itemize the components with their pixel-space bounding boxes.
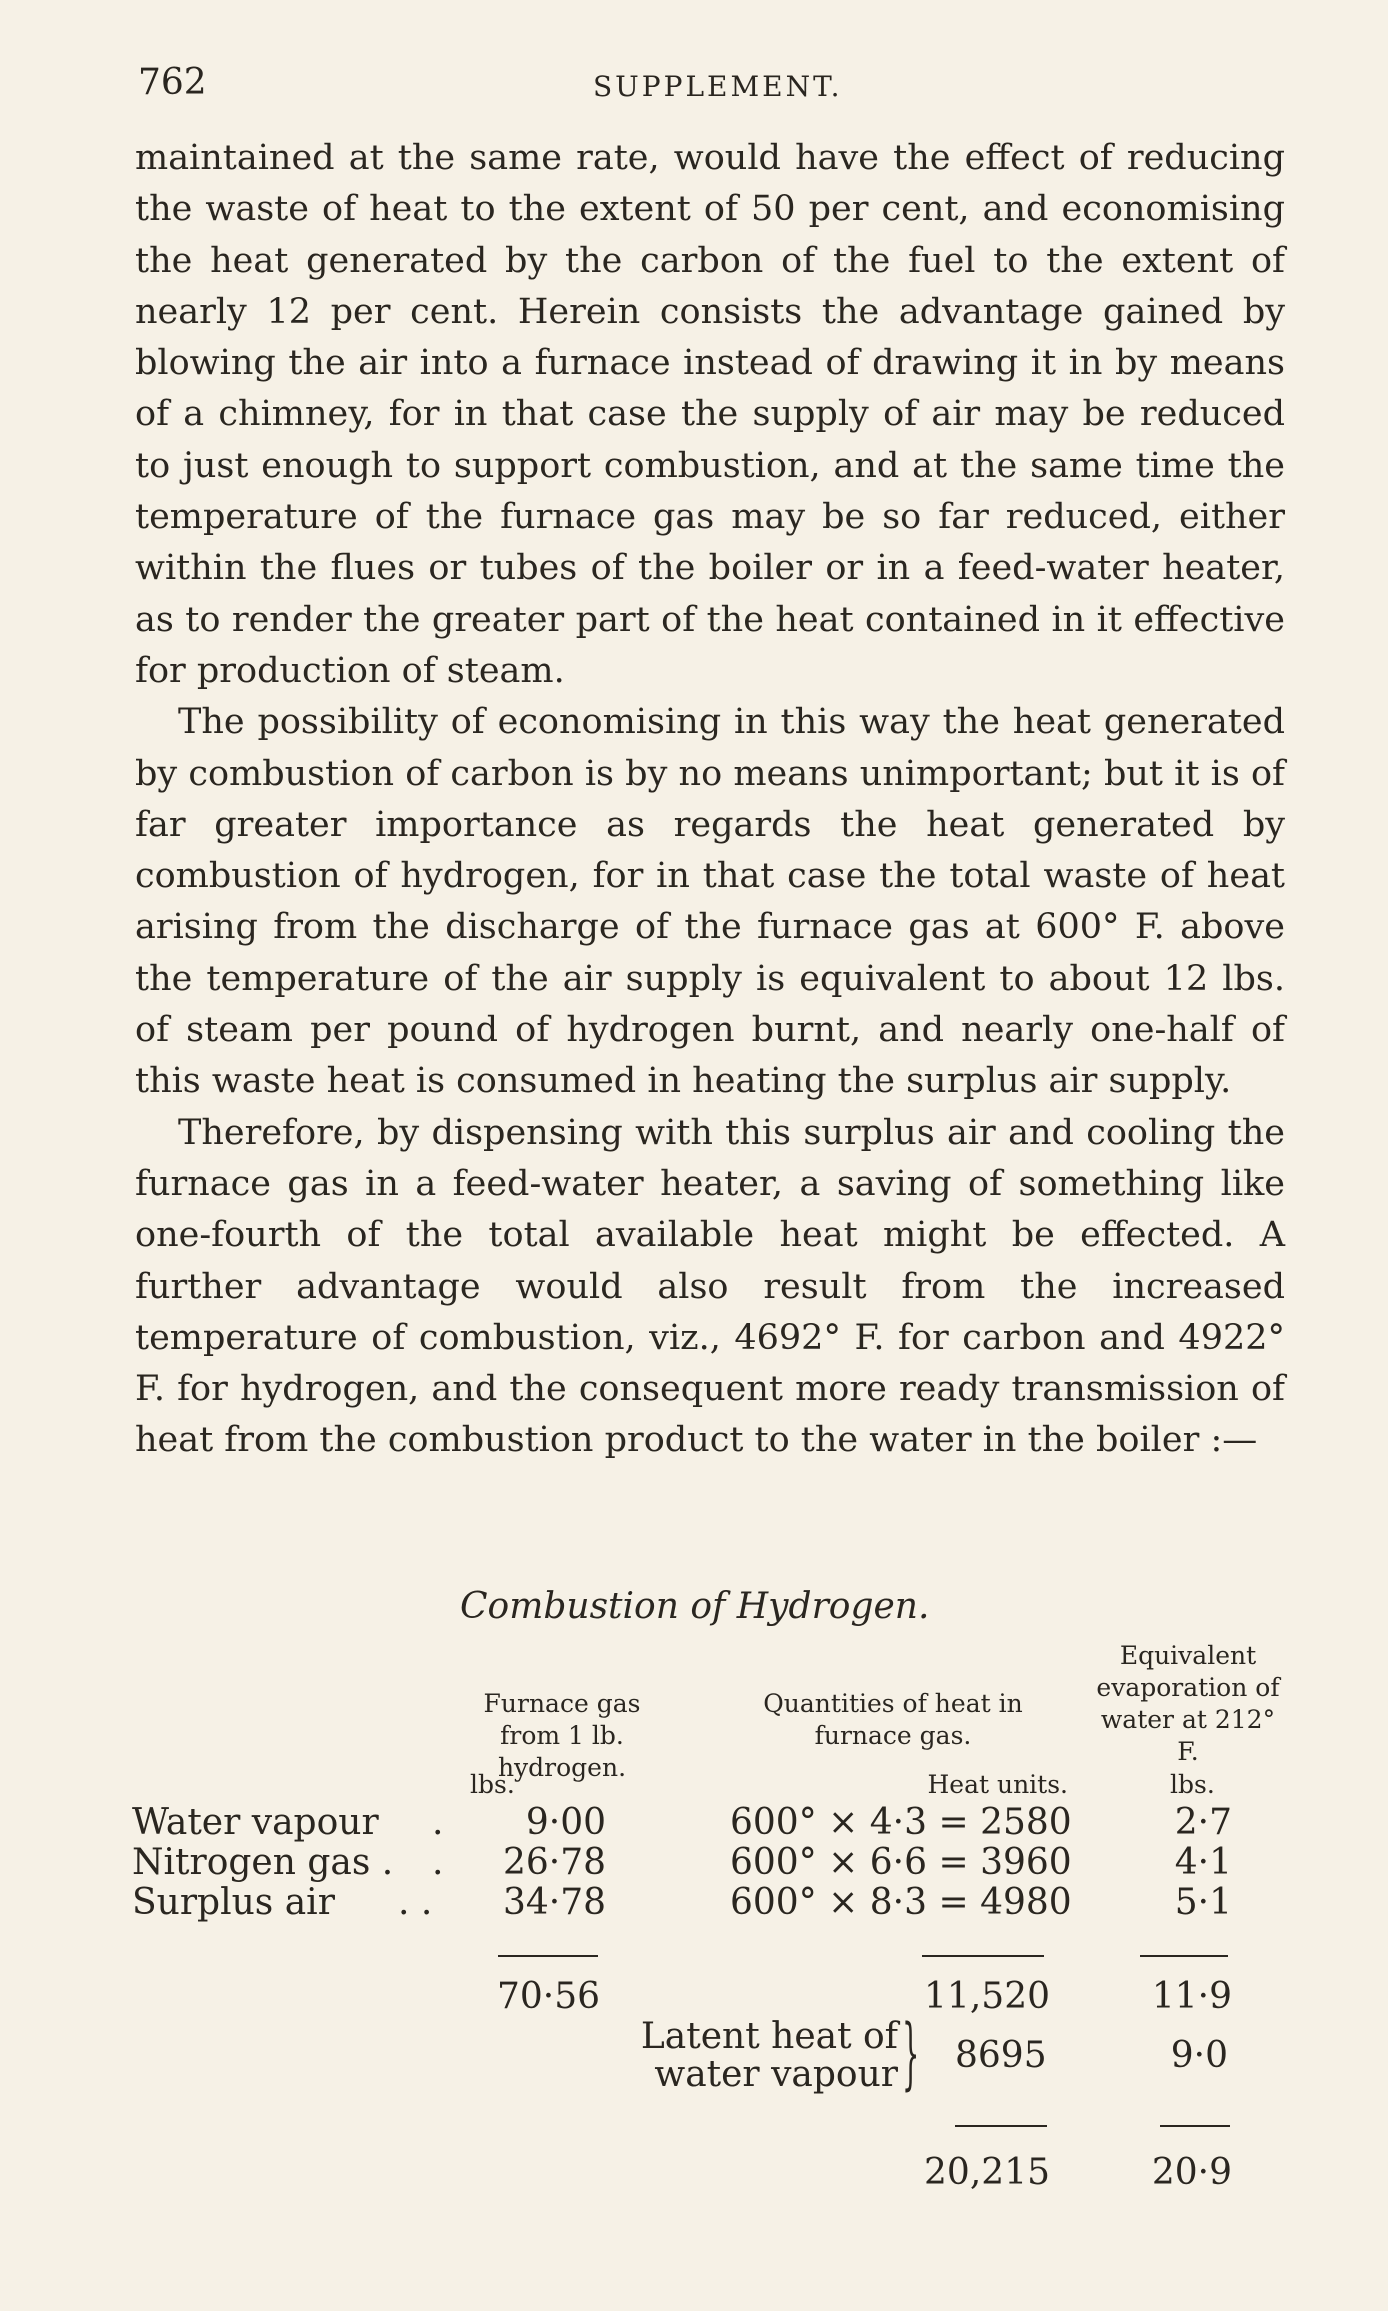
subtotal-heat: 11,520 xyxy=(924,1976,1050,2017)
col-header-heat: Quantities of heat in furnace gas. xyxy=(763,1689,1023,1750)
total-rule-evap xyxy=(1160,2125,1230,2127)
latent-label-line2: water vapour xyxy=(654,2054,898,2095)
paragraph-2: The possibility of economising in this way the heat generated by combustion of carbon is by no means unimportant; but it is of far greater importance as regards the heat generated by combustion of hydrogen, for in that case the total waste of heat arising from the discharge of the furnace gas at 600° F. above the temperature of the air supply is equivalent to about 12 lbs. of steam per pound of hydrogen burnt, and nearly one-half of this waste heat is consumed in heating the surplus air supply. xyxy=(135,702,1285,1102)
col-unit-evaporation: lbs. xyxy=(1170,1770,1215,1799)
row-gas: 34·78 xyxy=(502,1882,606,1923)
subtotal-rule-gas xyxy=(498,1955,598,1957)
row-gas: 9·00 xyxy=(525,1802,606,1843)
row-evap: 5·1 xyxy=(1174,1882,1232,1923)
total-rule-heat xyxy=(955,2125,1047,2127)
row-heat: 600° × 8·3 = 4980 xyxy=(730,1882,1072,1923)
subtotal-evap: 11·9 xyxy=(1151,1976,1232,2017)
total-heat: 20,215 xyxy=(924,2152,1050,2193)
subtotal-gas: 70·56 xyxy=(497,1976,601,2017)
row-heat: 600° × 4·3 = 2580 xyxy=(730,1802,1072,1843)
body-text xyxy=(135,133,1285,1467)
row-label: Surplus air xyxy=(132,1882,335,1923)
latent-evap: 9·0 xyxy=(1170,2035,1228,2076)
subtotal-rule-evap xyxy=(1140,1955,1228,1957)
col-header-furnace-gas: Furnace gas from 1 lb. hydrogen. xyxy=(483,1689,641,1782)
row-evap: 4·1 xyxy=(1174,1842,1232,1883)
page-header xyxy=(138,62,1280,106)
page-number: 762 xyxy=(138,62,207,103)
row-label: Water vapour xyxy=(132,1802,379,1843)
row-leader: . xyxy=(432,1842,444,1883)
row-label: Nitrogen gas . xyxy=(132,1842,394,1883)
table-caption: Combustion of Hydrogen. xyxy=(460,1586,930,1627)
row-heat: 600° × 6·6 = 3960 xyxy=(730,1842,1072,1883)
col-unit-heat: Heat units. xyxy=(927,1770,1068,1799)
row-evap: 2·7 xyxy=(1174,1802,1232,1843)
running-head: SUPPLEMENT. xyxy=(593,70,843,103)
subtotal-rule-heat xyxy=(922,1955,1044,1957)
latent-brace: } xyxy=(902,2009,920,2099)
paragraph-1: maintained at the same rate, would have the effect of reducing the waste of heat to the extent of 50 per cent, and economising the heat generated by the carbon of the fuel to the extent of nearly 12 per cent. Herein consists the advantage gained by blowing the air into a furnace instead of drawing it in by means of a chimney, for in that case the supply of air may be reduced to just enough to support combustion, and at the same time the temperature of the furnace gas may be so far reduced, either within the flues or tubes of the boiler or in a feed-water heater, as to render the greater part of the heat contained in it effective for production of steam. xyxy=(135,138,1285,691)
col-unit-furnace-gas: lbs. xyxy=(470,1770,515,1799)
paragraph-3: Therefore, by dispensing with this surplus air and cooling the furnace gas in a feed-water heater, a saving of something like one-fourth of the total available heat might be effected. A further advantage would also result from the increased temperature of combustion, viz., 4692° F. for carbon and 4922° F. for hydrogen, and the consequent more ready transmission of heat from the combustion product to the water in the boiler :— xyxy=(135,1112,1285,1461)
total-evap: 20·9 xyxy=(1151,2152,1232,2193)
col-header-evaporation: Equivalent evaporation of water at 212° F. xyxy=(1096,1641,1280,1766)
latent-heat: 8695 xyxy=(955,2035,1047,2076)
row-leader: . xyxy=(432,1802,444,1843)
row-leader: . . xyxy=(398,1882,433,1923)
latent-label-line1: Latent heat of xyxy=(640,2016,898,2057)
row-gas: 26·78 xyxy=(502,1842,606,1883)
